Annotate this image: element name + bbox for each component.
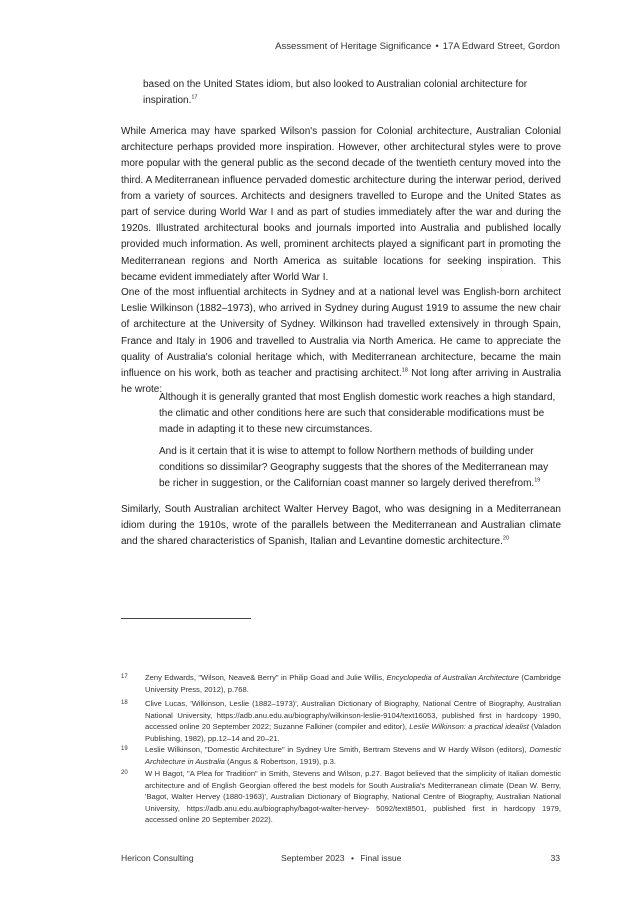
footnote-18-title: Leslie Wilkinson: a practical idealist (409, 722, 529, 732)
footer-company: Hericon Consulting (121, 853, 194, 863)
running-header (275, 41, 560, 52)
paragraph-3 (121, 285, 561, 398)
footnote-19-text-a: Leslie Wilkinson, "Domestic Architecture" in Sydney Ure Smith, Bertram Stevens and W Hardy Wilson (editors), (145, 745, 530, 754)
footnote-ref-19[interactable]: 19 (534, 478, 541, 485)
footnote-20-number: 20 (121, 770, 128, 776)
paragraph-3-text-b: Not long after arriving in Australia he wrote: (121, 368, 562, 396)
footnote-20 (121, 768, 561, 826)
paragraph-2 (121, 124, 561, 286)
quote-2-text: And is it certain that it is wise to attempt to follow Northern methods of building under conditions so dissimilar? Geography suggests that the shores of the Mediterranean may be richer in suggestion, or the Californian coast manner so largely derived therefrom. (159, 446, 549, 490)
header-address: 17A Edward Street, Gordon (442, 41, 560, 52)
footnote-ref-18[interactable]: 18 (401, 367, 408, 374)
footnote-18 (121, 698, 561, 744)
header-title: Assessment of Heritage Significance (275, 41, 432, 52)
footer-issue-info (281, 853, 401, 863)
footnote-19 (121, 744, 561, 767)
footnote-19-title: Domestic Architecture in Australia (145, 745, 561, 766)
paragraph-2-text: While America may have sparked Wilson's passion for Colonial architecture, Australian Colonial architecture perhaps provided more inspiration. However, other architectural styles were to prove more popular with the general public as the second decade of the twentieth century moved into the third. A Mediterranean influence pervaded domestic architecture during the interwar period, derived from a variety of sources. Architects and designers travelled to Europe and the United States as part of service during World War I and as part of studies immediately after the war and during the 1920s. Illustrated architectural books and journals imported into Australia and published locally provided much information. As well, prominent architects played a significant part in promoting the Mediterranean regions and North America as suitable locations for seeking inspiration. This became evident immediately after World War I. (121, 126, 561, 283)
footnote-ref-17[interactable]: 17 (191, 94, 198, 101)
block-quote-1 (121, 390, 561, 439)
paragraph-3-text-a: One of the most influential architects in Sydney and at a national level was English-born architect Leslie Wilkinson (1882–1973), who arrived in Sydney during August 1919 to assume the new chair of architecture at the University of Sydney. Wilkinson had travelled extensively in through Spain, France and Italy in 1906 and travelled to Australia via North America. He came to appreciate the quality of Australia's colonial heritage which, with Mediterranean architecture, became the main influence on his work, both as teacher and practising architect. (121, 287, 561, 380)
footnote-17-text-b: (Cambridge University Press, 2012), p.768. (145, 673, 562, 694)
paragraph-continued (121, 77, 561, 109)
footer-date: September 2023 (281, 853, 345, 863)
paragraph-4 (121, 502, 561, 551)
footer-separator: • (350, 853, 354, 863)
page-number: 33 (550, 853, 560, 863)
footnote-18-text-b: (Valadon Publishing, 1982), pp.12–14 and 20–21. (145, 722, 562, 743)
footnote-divider (121, 618, 251, 619)
block-quote-2 (121, 444, 561, 493)
footnote-18-number: 18 (121, 700, 128, 706)
footnote-17-title: Encyclopedia of Australian Architecture (386, 673, 519, 682)
footer-status: Final issue (360, 853, 402, 863)
footnote-20-text: W H Bagot, "A Plea for Tradition" in Smith, Stevens and Wilson, p.27. Bagot believed that the simplicity of Italian domestic architecture and of English Georgian offered the best models for South Australia's Mediterranean climate (Dean W. Berry, 'Bagot, Walter Hervey (1880-1963)', Australian Dictionary of Biography, National Centre of Biography, Australian National University, https://adb.anu.edu.au/biography/bagot-walter-hervey- 5092/text8501, published first in hardcopy 1979, accessed online 20 September 2022). (145, 769, 561, 825)
footnote-19-number: 19 (121, 746, 128, 752)
paragraph-4-text: Similarly, South Australian architect Walter Hervey Bagot, who was designing in a Mediterranean idiom during the 1910s, wrote of the parallels between the Mediterranean and Australian climate and the shared characteristics of Spanish, Italian and Levantine domestic architecture. (121, 504, 561, 548)
footnote-ref-20[interactable]: 20 (502, 536, 510, 543)
paragraph-1-text: based on the United States idiom, but also looked to Australian colonial architecture for inspiration. (143, 79, 528, 107)
footnote-17 (121, 672, 561, 695)
footnote-19-text-b: (Angus & Robertson, 1919), p.3. (224, 756, 336, 766)
footnote-17-number: 17 (121, 674, 128, 680)
footnote-18-text-a: Clive Lucas, 'Wilkinson, Leslie (1882–1973)', Australian Dictionary of Biography, National Centre of Biography, Australian National University, https://adb.anu.edu.au/biography/wilkinson-leslie-9104/text16053, published first in hardcopy 1990, accessed online 20 September 2022; Suzanne Falkiner (compiler and editor), (145, 699, 561, 732)
footnote-17-text-a: Zeny Edwards, "Wilson, Neave& Berry" in Philip Goad and Julie Willis, (145, 673, 387, 682)
header-separator: • (435, 41, 439, 52)
quote-1-text: Although it is generally granted that most English domestic work reaches a high standard, the climatic and other conditions here are such that considerable modifications must be made in adapting it to these new circumstances. (159, 392, 556, 436)
